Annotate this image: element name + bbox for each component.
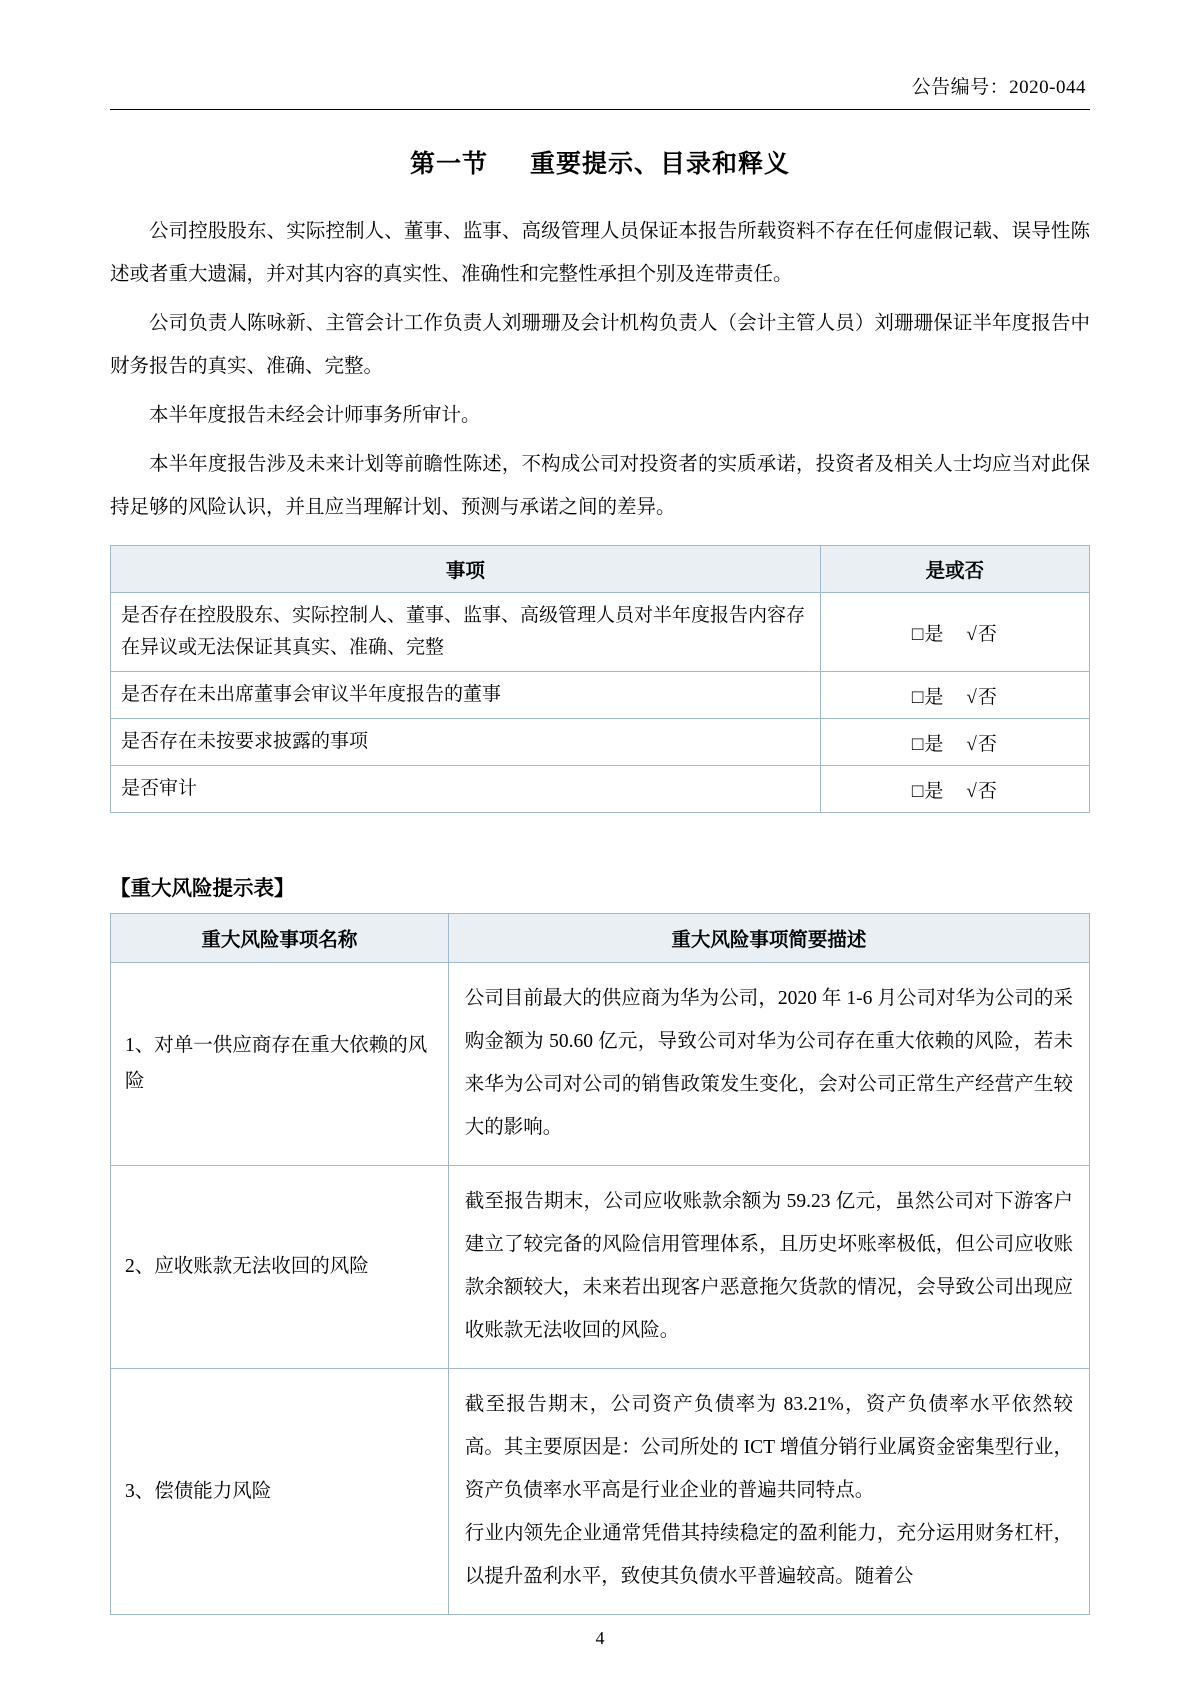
column-header-risk-desc: 重大风险事项简要描述 (448, 914, 1089, 963)
check-item-text: 是否存在未出席董事会审议半年度报告的董事 (111, 672, 821, 719)
table-row (111, 766, 1090, 813)
risk-name: 2、应收账款无法收回的风险 (111, 1166, 449, 1369)
checkbox-yes[interactable]: □是 (911, 780, 945, 802)
page-header (110, 72, 1090, 109)
risk-description: 公司目前最大的供应商为华为公司，2020 年 1-6 月公司对华为公司的采购金额为 50.60 亿元，导致公司对华为公司存在重大依赖的风险，若未来华为公司对公司的销售政策发生变化，会对公司正常生产经营产生较大的影响。 (448, 963, 1089, 1166)
header-divider (110, 109, 1090, 110)
checkbox-no[interactable]: √否 (966, 623, 998, 645)
risk-description (448, 1369, 1089, 1615)
checkbox-yes[interactable]: □是 (911, 733, 945, 755)
confirmation-table (110, 545, 1090, 813)
table-header-row (111, 914, 1090, 963)
risk-description-part-1: 截至报告期末，公司资产负债率为 83.21%，资产负债率水平依然较高。其主要原因是：公司所处的 ICT 增值分销行业属资金密集型行业，资产负债率水平高是行业企业的普遍共同特点。 (464, 1394, 1073, 1501)
column-header-yesno: 是或否 (820, 546, 1089, 593)
risk-description-part-2: 行业内领先企业通常凭借其持续稳定的盈利能力，充分运用财务杠杆，以提升盈利水平，致使其负债水平普遍较高。随着公 (464, 1523, 1073, 1587)
risk-section-heading: 【重大风险提示表】 (110, 876, 295, 900)
risk-name: 3、偿债能力风险 (111, 1369, 449, 1615)
check-item-text: 是否存在控股股东、实际控制人、董事、监事、高级管理人员对半年度报告内容存在异议或无法保证其真实、准确、完整 (111, 593, 821, 672)
risk-description: 截至报告期末，公司应收账款余额为 59.23 亿元，虽然公司对下游客户建立了较完备的风险信用管理体系，且历史坏账率极低，但公司应收账款余额较大，未来若出现客户恶意拖欠货款的情况，会导致公司出现应收账款无法收回的风险。 (448, 1166, 1089, 1369)
major-risk-table (110, 913, 1090, 1615)
check-answer-cell (820, 672, 1089, 719)
check-answer-cell (820, 593, 1089, 672)
check-answer-cell (820, 766, 1089, 813)
announcement-number: 公告编号：2020-044 (911, 77, 1086, 98)
table-row (111, 719, 1090, 766)
section-number: 第一节 (409, 149, 488, 178)
check-item-text: 是否存在未按要求披露的事项 (111, 719, 821, 766)
table-row (111, 1166, 1090, 1369)
table-row (111, 672, 1090, 719)
column-header-item: 事项 (111, 546, 821, 593)
table-row (111, 1369, 1090, 1615)
paragraph-4: 本半年度报告涉及未来计划等前瞻性陈述，不构成公司对投资者的实质承诺，投资者及相关人士均应当对此保持足够的风险认识，并且应当理解计划、预测与承诺之间的差异。 (110, 454, 1090, 518)
checkbox-no[interactable]: √否 (966, 780, 998, 802)
table-header-row (111, 546, 1090, 593)
risk-name: 1、对单一供应商存在重大依赖的风险 (111, 963, 449, 1166)
check-item-text: 是否审计 (111, 766, 821, 813)
checkbox-yes[interactable]: □是 (911, 686, 945, 708)
section-title-text: 重要提示、目录和释义 (530, 149, 791, 178)
table-row (111, 963, 1090, 1166)
page-number: 4 (595, 1628, 605, 1648)
checkbox-no[interactable]: √否 (966, 686, 998, 708)
check-answer-cell (820, 719, 1089, 766)
column-header-risk-name: 重大风险事项名称 (111, 914, 449, 963)
paragraph-1: 公司控股股东、实际控制人、董事、监事、高级管理人员保证本报告所载资料不存在任何虚假记载、误导性陈述或者重大遗漏，并对其内容的真实性、准确性和完整性承担个别及连带责任。 (110, 221, 1090, 285)
checkbox-yes[interactable]: □是 (911, 623, 945, 645)
checkbox-no[interactable]: √否 (966, 733, 998, 755)
table-row (111, 593, 1090, 672)
paragraph-2: 公司负责人陈咏新、主管会计工作负责人刘珊珊及会计机构负责人（会计主管人员）刘珊珊保证半年度报告中财务报告的真实、准确、完整。 (110, 313, 1090, 377)
page-title (110, 144, 1090, 180)
paragraph-3: 本半年度报告未经会计师事务所审计。 (149, 405, 481, 426)
